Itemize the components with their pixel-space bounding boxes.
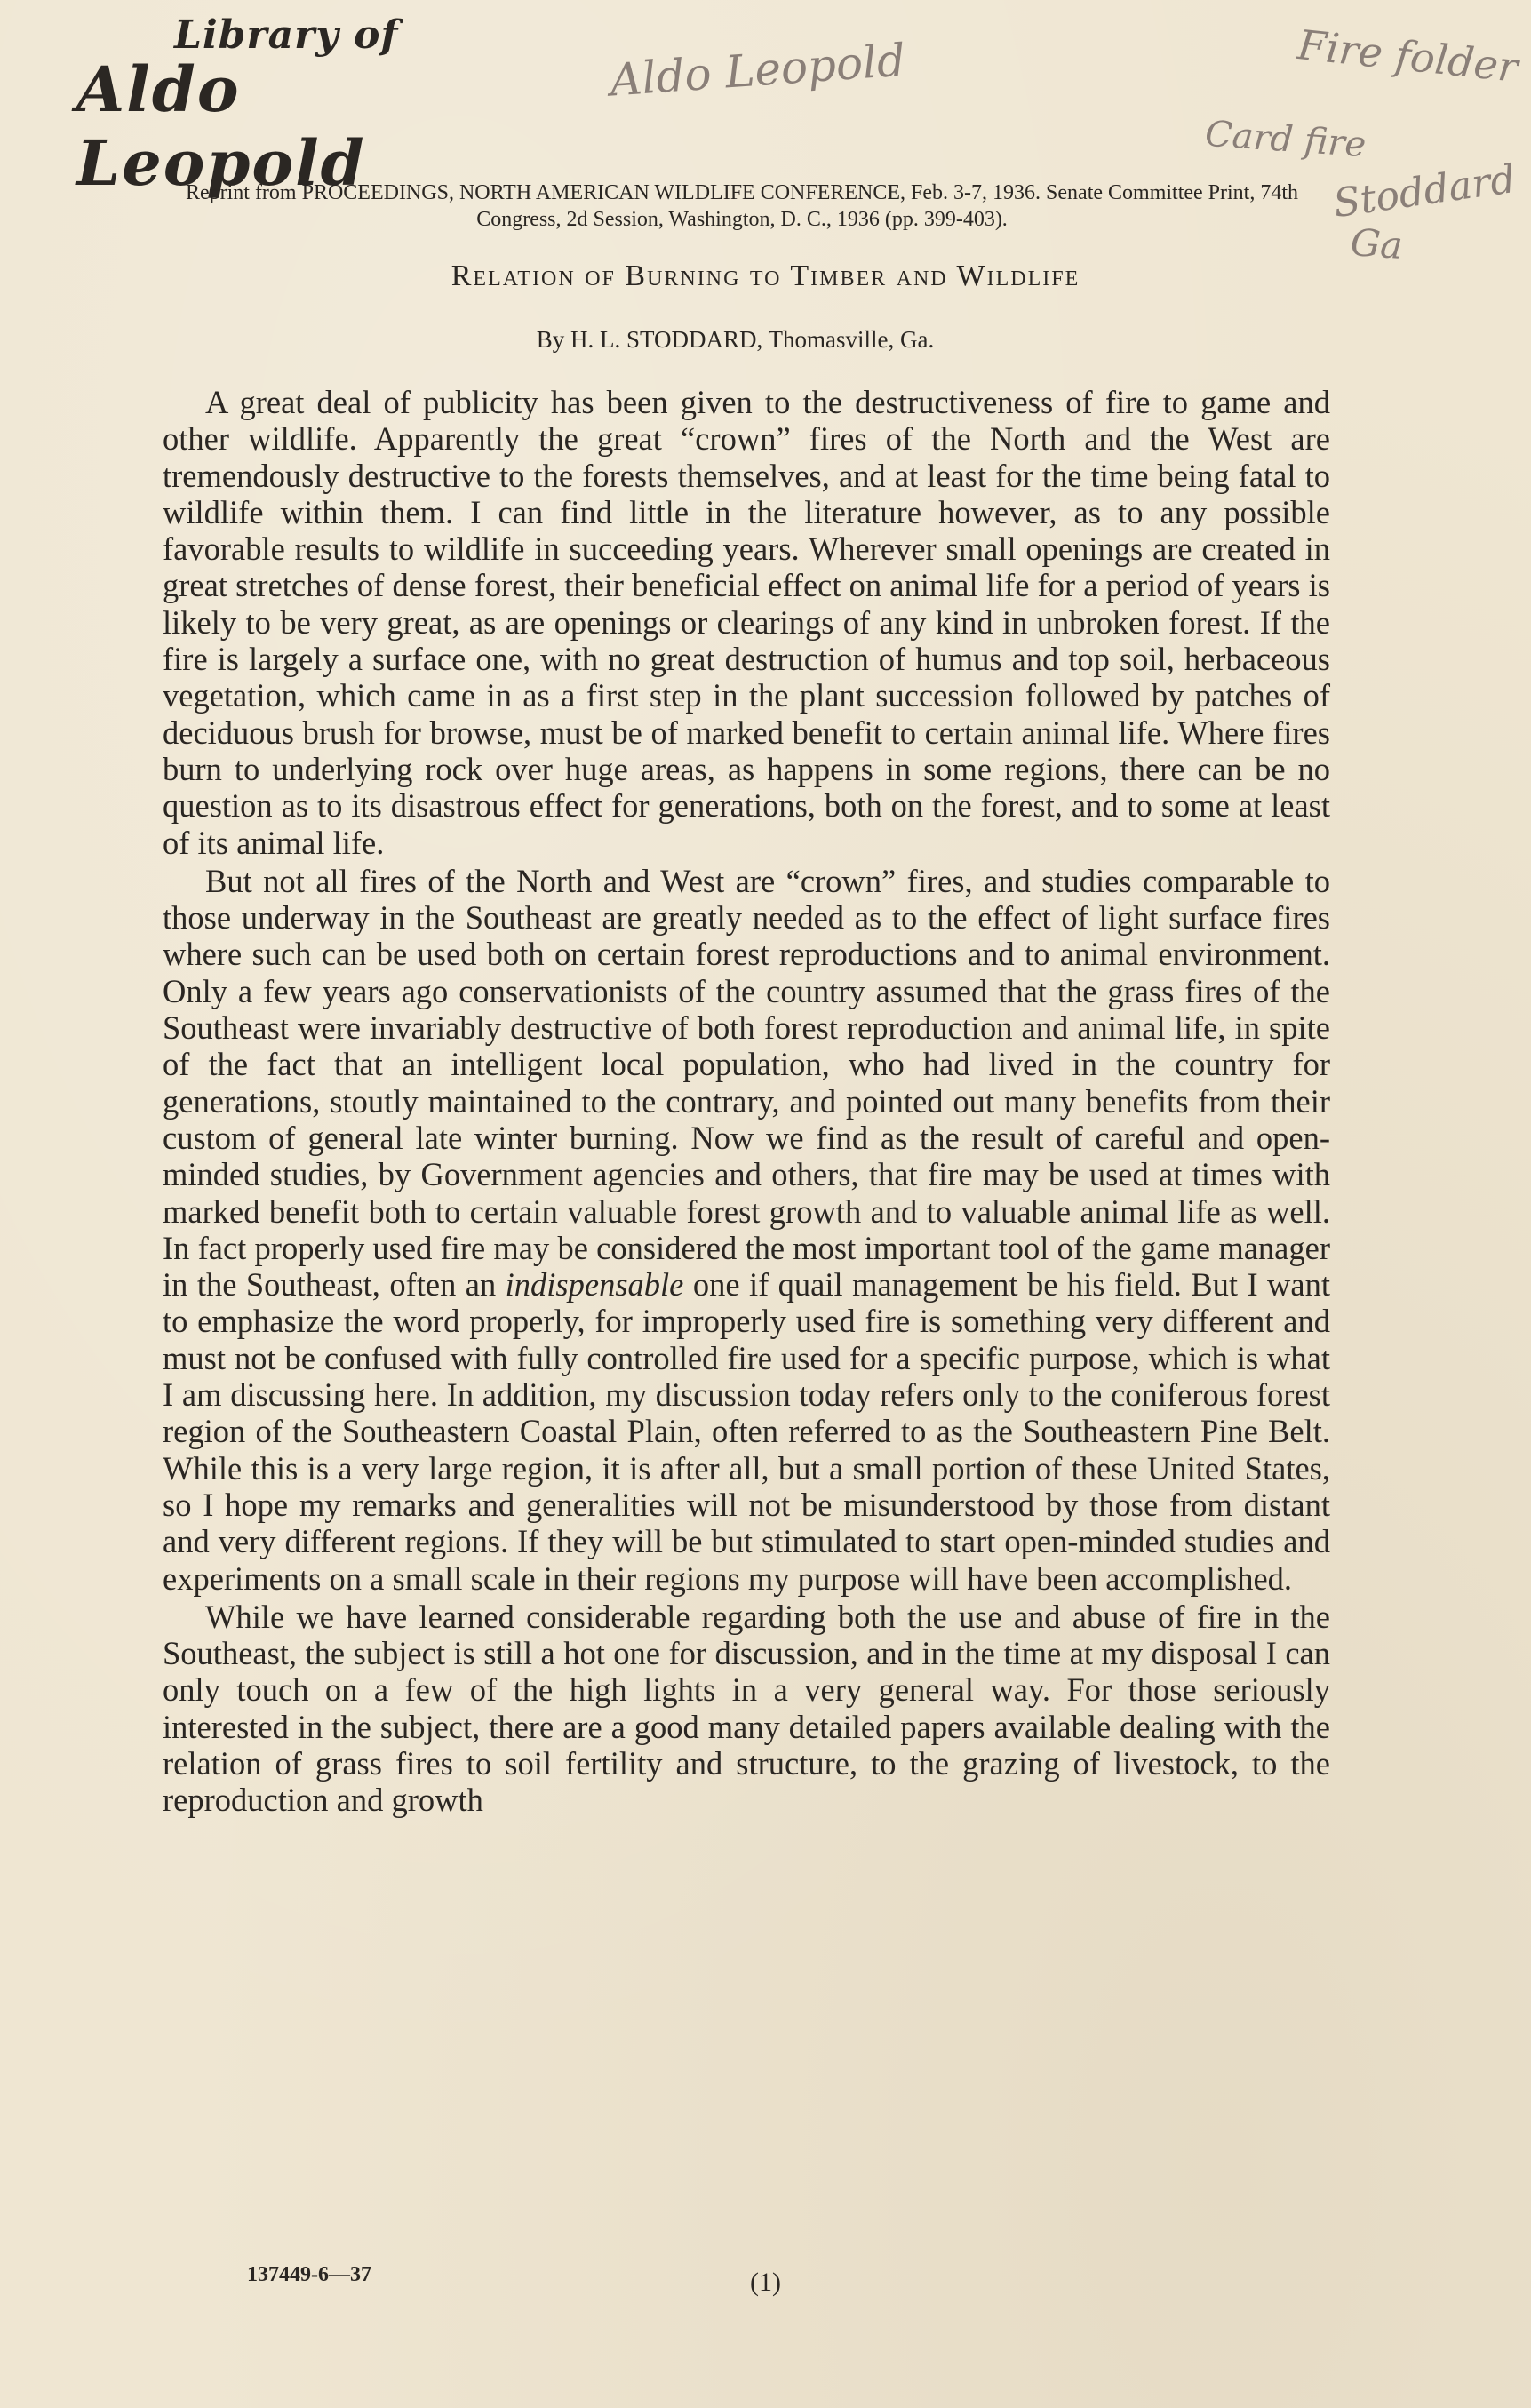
article-title: Relation of Burning to Timber and Wildlife bbox=[451, 259, 1080, 292]
paragraph-2 bbox=[163, 863, 1330, 1597]
handwritten-note-ga: Ga bbox=[1349, 220, 1405, 267]
handwritten-note-card-fire: Card fire bbox=[1203, 113, 1368, 166]
emphasis-indispensable: indispensable bbox=[505, 1266, 684, 1304]
paragraph-1: A great deal of publicity has been given to the destructiveness of fire to game and other wildlife. Apparently the great “crown” fires of the North and the West are tremendously destructive to the forests themselves, and at least for the time being fatal to wildlife within them. I can find little in the literature however, as to any possible favorable results to wildlife in succeeding years. Wherever small openings are created in great stretches of dense forest, their beneficial effect on animal life for a period of years is likely to be very great, as are openings or clearings of any kind in unbroken forest. If the fire is largely a surface one, with no great destruction of humus and top soil, herbaceous vegetation, which came in as a first step in the plant succession followed by patches of deciduous brush for browse, must be of marked benefit to certain animal life. Where fires burn to underlying rock over huge areas, as happens in some regions, there can be no question as to its disastrous effect for generations, both on the forest, and to some at least of its animal life. bbox=[163, 384, 1330, 861]
handwritten-note-fire-folder: Fire folder bbox=[1295, 20, 1520, 92]
stamp-line-2: Aldo Leopold bbox=[76, 52, 366, 200]
page-number: (1) bbox=[750, 2268, 781, 2297]
paragraph-2-start: But not all fires of the North and West are “crown” fires, and studies comparable to those underway in the Southeast are greatly needed as to the effect of light surface fires where such can be used both on certain forest reproductions and to animal environment. Only a few years ago conservationists of the country assumed that the grass fires of the Southeast were invariably destructive of both forest reproduction and animal life, in spite of the fact that an intelligent local population, who had lived in the country for generations, stoutly maintained to the contrary, and pointed out many benefits from their custom of general late winter burning. Now we find as the result of careful and open-minded studies, by Government agencies and others, that fire may be used at times with marked benefit both to certain valuable forest growth and to valuable animal life as well. In fact properly used fire may be considered the most important tool of the game manager in the Southeast, often an bbox=[163, 862, 1330, 1304]
library-stamp bbox=[76, 12, 494, 200]
paragraph-2-end: one if quail management be his field. But I want to emphasize the word properly, for improperly used fire is something very different and must not be confused with fully controlled fire used for a specific purpose, which is what I am discussing here. In addition, my discussion today refers only to the coniferous forest region of the Southeastern Coastal Plain, often referred to as the Southeastern Pine Belt. While this is a very large region, it is after all, but a small portion of these United States, so I hope my remarks and generalities will not be misunderstood by those from distant and very different regions. If they will be but stimulated to start open-minded studies and experiments on a small scale in their regions my purpose will have been accomplished. bbox=[163, 1266, 1331, 1597]
article-body bbox=[163, 384, 1330, 1819]
print-code: 137449-6—37 bbox=[247, 2263, 371, 2286]
handwritten-note-stoddard: Stoddard bbox=[1330, 155, 1519, 227]
stamp-line-1: Library of bbox=[174, 12, 399, 58]
paragraph-3: While we have learned considerable regarding both the use and abuse of fire in the Southeast, the subject is still a hot one for discussion, and in the time at my disposal I can only touch on a few of the high lights in a very general way. For those seriously interested in the subject, there are a good many detailed papers available dealing with the relation of grass fires to soil fertility and structure, to the grazing of livestock, to the reproduction and growth bbox=[163, 1598, 1330, 1819]
reprint-citation: Reprint from PROCEEDINGS, NORTH AMERICAN WILDLIFE CONFERENCE, Feb. 3-7, 1936. Senate Committee Print, 74th Congress, 2d Session, Washington, D. C., 1936 (pp. 399-403). bbox=[185, 181, 1299, 231]
article-byline: By H. L. STODDARD, Thomasville, Ga. bbox=[536, 326, 935, 353]
handwritten-signature: Aldo Leopold bbox=[608, 34, 907, 107]
